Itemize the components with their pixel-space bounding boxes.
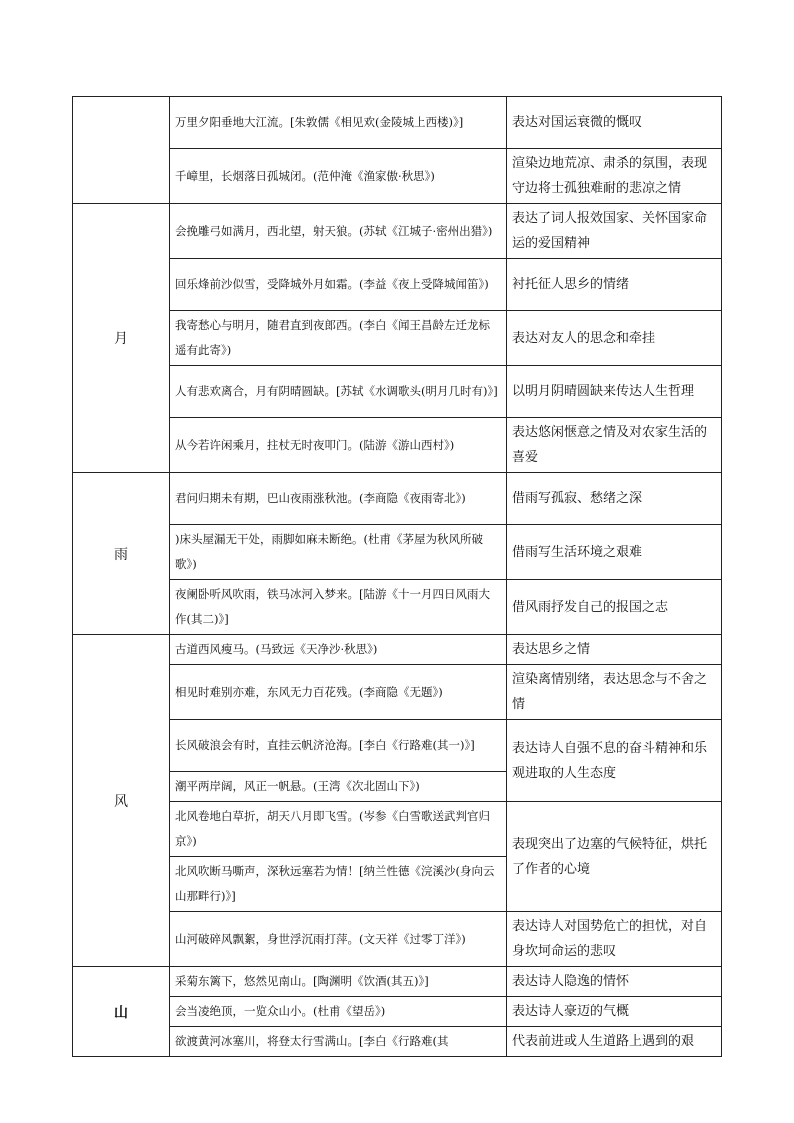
table-row <box>73 635 722 665</box>
poem-line-cell: 采菊东篱下，悠然见南山。[陶渊明《饮酒(其五)》] <box>170 967 507 997</box>
table-row <box>73 997 722 1027</box>
poem-line-cell: )床头屋漏无干处，雨脚如麻未断绝。(杜甫《茅屋为秋风所破歌》) <box>170 525 507 580</box>
poem-line-cell: 夜阑卧听风吹雨，铁马冰河入梦来。[陆游《十一月四日风雨大作(其二)》] <box>170 580 507 635</box>
poem-line-cell: 会挽雕弓如满月，西北望，射天狼。(苏轼《江城子·密州出猎》) <box>170 204 507 259</box>
table-row <box>73 967 722 997</box>
meaning-cell: 表达诗人豪迈的气概 <box>507 997 722 1027</box>
meaning-cell: 渲染离情别绪，表达思念与不舍之情 <box>507 665 722 720</box>
meaning-cell: 表达诗人自强不息的奋斗精神和乐观进取的人生态度 <box>507 720 722 802</box>
poem-imagery-table <box>72 96 722 1057</box>
meaning-cell: 代表前进或人生道路上遇到的艰 <box>507 1027 722 1057</box>
table-row <box>73 149 722 204</box>
poem-line-cell: 君问归期未有期，巴山夜雨涨秋池。(李商隐《夜雨寄北》) <box>170 473 507 525</box>
table-row <box>73 418 722 473</box>
table-row <box>73 802 722 857</box>
table-row <box>73 665 722 720</box>
poem-line-cell: 山河破碎风飘絮，身世浮沉雨打萍。(文天祥《过零丁洋》) <box>170 912 507 967</box>
category-cell-wind: 风 <box>73 635 170 967</box>
table-row <box>73 720 722 772</box>
poem-line-cell: 人有悲欢离合，月有阴晴圆缺。[苏轼《水调歌头(明月几时有)》] <box>170 366 507 418</box>
table-row <box>73 1027 722 1057</box>
meaning-cell: 表达对国运衰微的慨叹 <box>507 97 722 149</box>
meaning-cell: 表达悠闲惬意之情及对农家生活的喜爱 <box>507 418 722 473</box>
poem-line-cell: 北风卷地白草折，胡天八月即飞雪。(岑参《白雪歌送武判官归京》) <box>170 802 507 857</box>
poem-line-cell: 千嶂里，长烟落日孤城闭。(范仲淹《渔家傲·秋思》) <box>170 149 507 204</box>
table-row <box>73 473 722 525</box>
poem-line-cell: 北风吹断马嘶声，深秋远塞若为情！[纳兰性德《浣溪沙(身向云山那畔行)》] <box>170 857 507 912</box>
meaning-cell: 渲染边地荒凉、肃杀的氛围，表现守边将士孤独难耐的悲凉之情 <box>507 149 722 204</box>
category-cell-moon: 月 <box>73 204 170 473</box>
meaning-cell: 表现突出了边塞的气候特征，烘托了作者的心境 <box>507 802 722 912</box>
meaning-cell: 表达对友人的思念和牵挂 <box>507 311 722 366</box>
table-row <box>73 525 722 580</box>
poem-line-cell: 万里夕阳垂地大江流。[朱敦儒《相见欢(金陵城上西楼)》] <box>170 97 507 149</box>
table-row <box>73 259 722 311</box>
meaning-cell: 表达了词人报效国家、关怀国家命运的爱国精神 <box>507 204 722 259</box>
meaning-cell: 衬托征人思乡的情绪 <box>507 259 722 311</box>
poem-line-cell: 会当凌绝顶，一览众山小。(杜甫《望岳》) <box>170 997 507 1027</box>
meaning-cell: 表达诗人对国势危亡的担忧，对自身坎坷命运的悲叹 <box>507 912 722 967</box>
table-row <box>73 912 722 967</box>
poem-line-cell: 古道西风瘦马。(马致远《天净沙·秋思》) <box>170 635 507 665</box>
meaning-cell: 借风雨抒发自己的报国之志 <box>507 580 722 635</box>
table-row <box>73 204 722 259</box>
poem-line-cell: 长风破浪会有时，直挂云帆济沧海。[李白《行路难(其一)》] <box>170 720 507 772</box>
meaning-cell: 借雨写孤寂、愁绪之深 <box>507 473 722 525</box>
table-row <box>73 311 722 366</box>
poem-line-cell: 回乐烽前沙似雪，受降城外月如霜。(李益《夜上受降城闻笛》) <box>170 259 507 311</box>
meaning-cell: 借雨写生活环境之艰难 <box>507 525 722 580</box>
table-row <box>73 97 722 149</box>
category-cell-rain: 雨 <box>73 473 170 635</box>
poem-line-cell: 从今若许闲乘月，拄杖无时夜叩门。(陆游《游山西村》) <box>170 418 507 473</box>
meaning-cell: 表达诗人隐逸的情怀 <box>507 967 722 997</box>
poem-line-cell: 欲渡黄河冰塞川，将登太行雪满山。[李白《行路难(其 <box>170 1027 507 1057</box>
poem-line-cell: 相见时难别亦难，东风无力百花残。(李商隐《无题》) <box>170 665 507 720</box>
category-cell-mountain: 山 <box>73 967 170 1057</box>
meaning-cell: 以明月阴晴圆缺来传达人生哲理 <box>507 366 722 418</box>
category-cell-continued <box>73 97 170 204</box>
table-row <box>73 580 722 635</box>
table-row <box>73 366 722 418</box>
poem-line-cell: 我寄愁心与明月，随君直到夜郎西。(李白《闻王昌龄左迁龙标遥有此寄》) <box>170 311 507 366</box>
meaning-cell: 表达思乡之情 <box>507 635 722 665</box>
poem-line-cell: 潮平两岸阔，风正一帆悬。(王湾《次北固山下》) <box>170 772 507 802</box>
